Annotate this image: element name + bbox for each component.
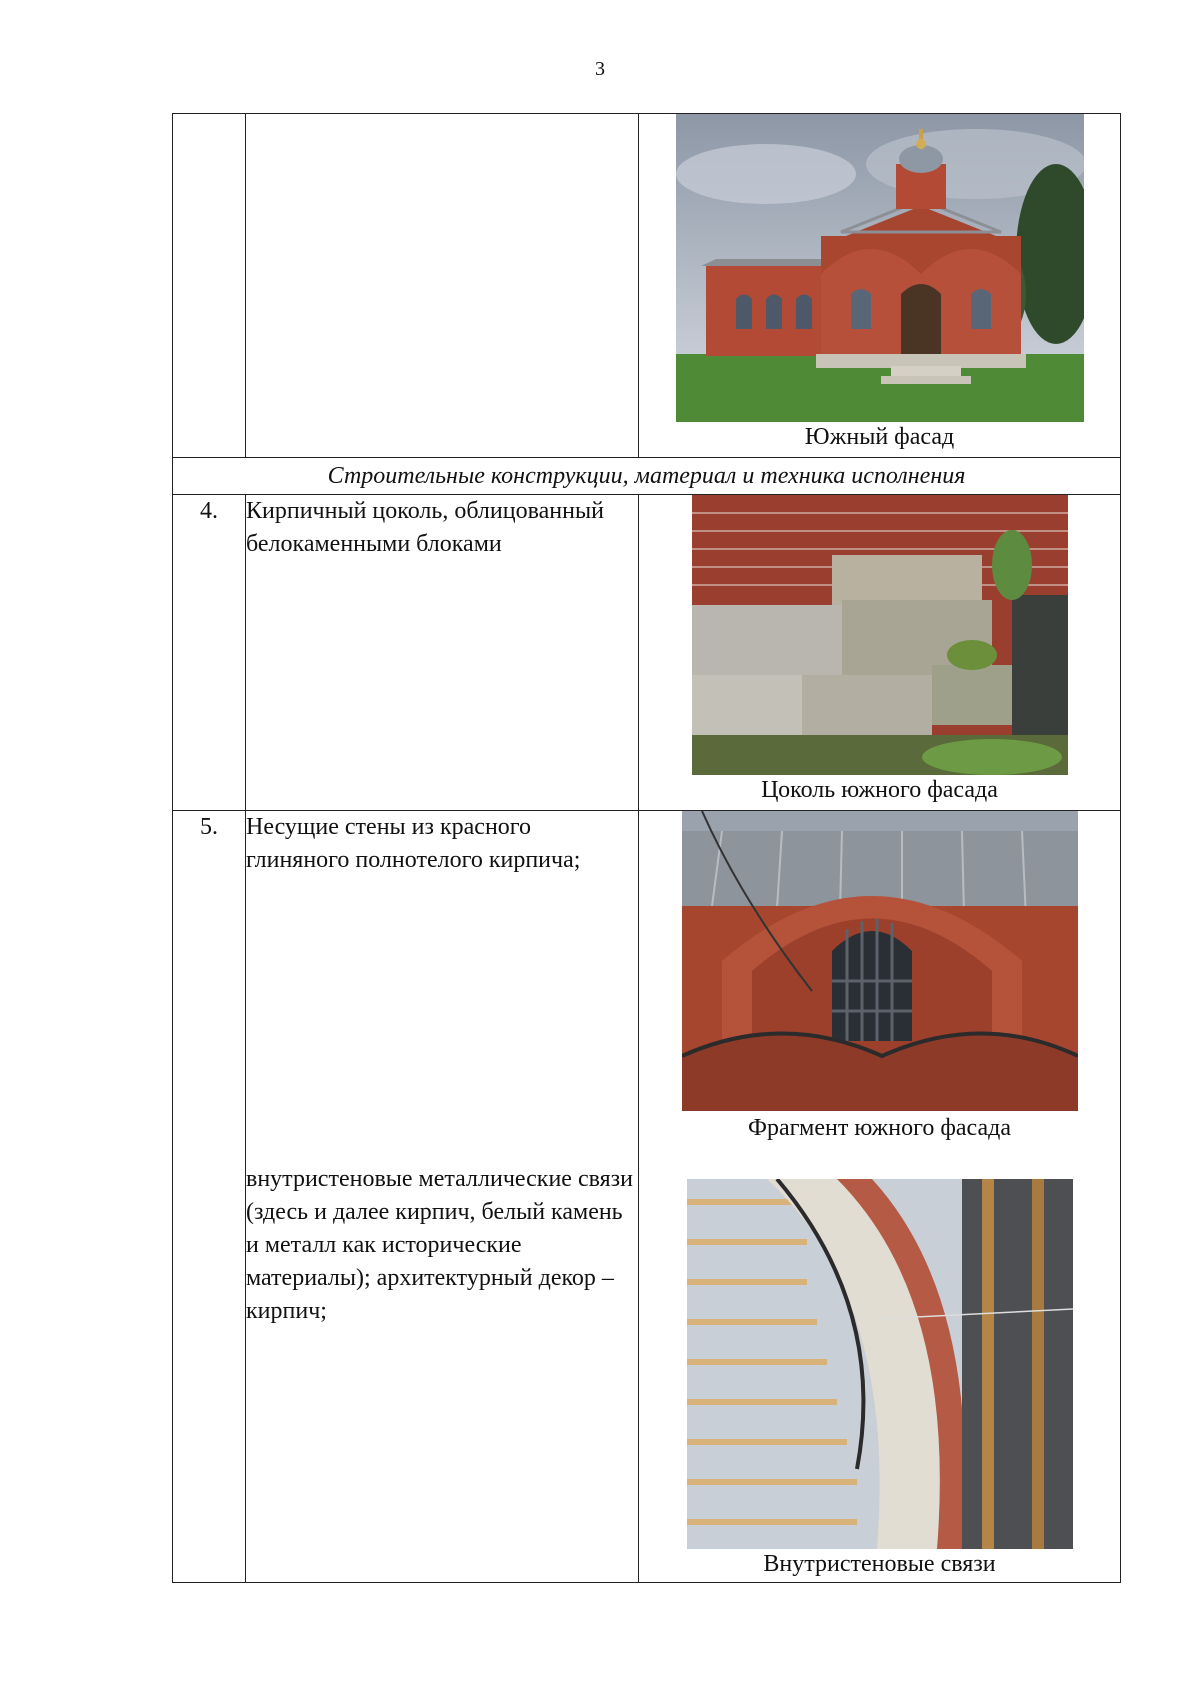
item-number: 4. <box>173 495 246 811</box>
item-description <box>246 811 639 1583</box>
plinth-caption: Цоколь южного фасада <box>761 777 998 803</box>
south-facade-caption: Южный фасад <box>804 424 955 450</box>
text-cell <box>246 114 639 458</box>
table-row-item-5 <box>173 811 1121 1583</box>
item-number: 5. <box>173 811 246 1583</box>
image-cell <box>639 495 1121 811</box>
page-number: 3 <box>595 58 605 80</box>
image-cell <box>639 811 1121 1583</box>
table-row-south-facade <box>173 114 1121 458</box>
plinth-photo <box>692 495 1068 775</box>
table-row-item-4 <box>173 495 1121 811</box>
section-heading-row <box>173 458 1121 495</box>
facade-fragment-caption: Фрагмент южного фасада <box>748 1115 1011 1141</box>
item-description-walls: Несущие стены из красного глиняного полнотелого кирпича; <box>246 814 581 873</box>
wall-ties-photo <box>687 1179 1073 1549</box>
section-heading: Строительные конструкции, материал и техника исполнения <box>173 458 1121 495</box>
document-table <box>172 113 1121 1583</box>
image-cell <box>639 114 1121 458</box>
num-cell <box>173 114 246 458</box>
south-facade-photo <box>676 114 1084 422</box>
facade-fragment-photo <box>682 811 1078 1111</box>
wall-ties-caption: Внутристеновые связи <box>763 1551 996 1577</box>
item-description: Кирпичный цоколь, облицованный белокаменными блоками <box>246 495 639 811</box>
item-description-ties: внутристеновые металлические связи (здесь и далее кирпич, белый камень и металл как исторические материалы); архитектурный декор – кирпич; <box>246 1166 633 1324</box>
